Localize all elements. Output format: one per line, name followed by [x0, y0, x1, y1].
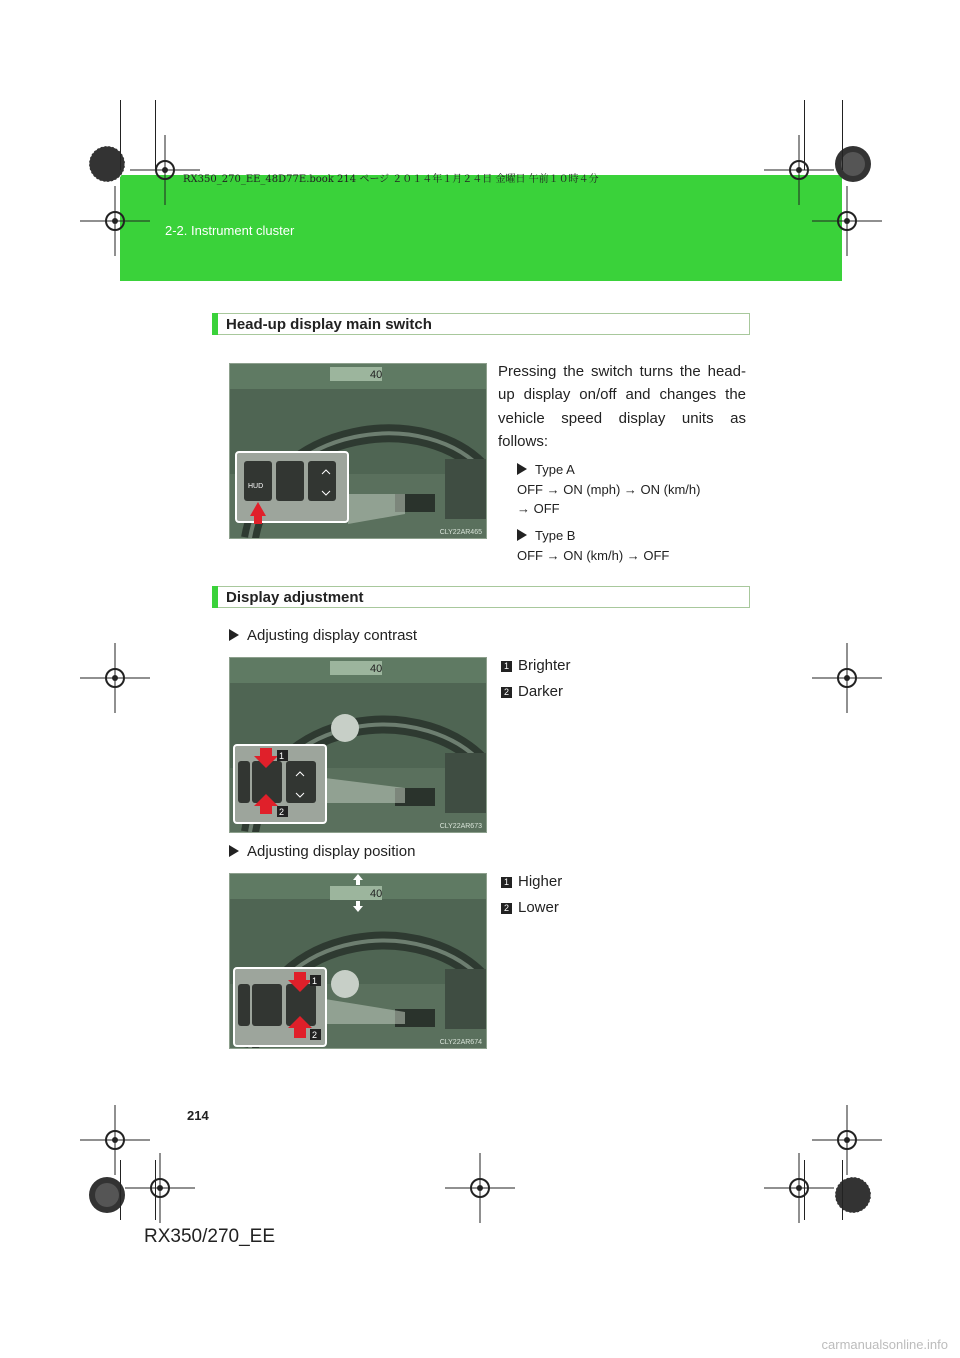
option-darker	[501, 679, 571, 705]
svg-text:1: 1	[312, 976, 318, 986]
crop-line	[155, 100, 156, 170]
option-label: Higher	[518, 873, 563, 890]
number-badge: 1	[501, 661, 512, 672]
section-accent	[212, 586, 218, 608]
option-label: Lower	[518, 899, 559, 917]
figure-hud-switch	[229, 363, 487, 539]
crop-line	[804, 100, 805, 170]
type-b-sequence-1: OFF → ON (km/h) → OFF	[517, 547, 670, 563]
type-b-block	[517, 526, 669, 565]
svg-text:1: 1	[279, 751, 285, 761]
crop-line	[804, 1160, 805, 1220]
position-options	[501, 869, 562, 922]
number-badge: 1	[501, 877, 512, 888]
print-info: RX350_270_EE_48D77E.book 214 ページ ２０１４年１月２４日 金曜日 午前１０時４分	[183, 174, 599, 185]
crop-line	[120, 100, 121, 170]
option-label: Darker	[518, 683, 564, 701]
crosshair-icon	[80, 643, 150, 713]
position-heading	[229, 840, 415, 863]
crosshair-icon	[130, 135, 200, 205]
position-heading-text: Adjusting display position	[247, 843, 416, 860]
crosshair-icon	[764, 1153, 834, 1223]
type-a-sequence-2: → OFF	[517, 501, 560, 516]
section-heading-display-adjustment	[212, 586, 750, 608]
section-heading-hud-switch	[212, 313, 750, 335]
hud-button-label: HUD	[248, 483, 264, 490]
crosshair-icon	[125, 1153, 195, 1223]
contrast-heading	[229, 624, 417, 647]
contrast-options	[501, 653, 571, 706]
contrast-heading-text: Adjusting display contrast	[247, 627, 418, 644]
figure-code: CLY22AR673	[439, 823, 482, 830]
svg-text:2: 2	[312, 1030, 318, 1040]
figure-code: CLY22AR674	[439, 1039, 482, 1046]
crop-line	[842, 100, 843, 170]
triangle-bullet-icon	[229, 845, 239, 857]
crosshair-icon	[445, 1153, 515, 1223]
number-badge: 2	[501, 687, 512, 698]
option-higher	[501, 869, 562, 895]
watermark: carmanualsonline.info	[821, 1337, 948, 1352]
option-label: Brighter	[518, 657, 571, 674]
crosshair-icon	[764, 135, 834, 205]
type-a-sequence-1: OFF → ON (mph) → ON (km/h)	[517, 481, 701, 497]
hud-speed-value: 40	[370, 663, 383, 675]
crop-line	[120, 1160, 121, 1220]
figure-position	[229, 873, 487, 1049]
crop-line	[155, 1160, 156, 1220]
crosshair-icon	[812, 643, 882, 713]
number-badge: 2	[501, 903, 512, 914]
footer-model: RX350/270_EE	[144, 1226, 275, 1247]
hud-description: Pressing the switch turns the head-up display on/off and changes the vehicle speed display units as follows:	[498, 363, 746, 450]
figure-code: CLY22AR465	[439, 529, 482, 536]
figure-contrast	[229, 657, 487, 833]
hud-speed-value: 40	[370, 369, 383, 381]
svg-text:2: 2	[279, 807, 285, 817]
crop-line	[842, 1160, 843, 1220]
type-a-label: Type A	[535, 462, 575, 477]
option-brighter	[501, 653, 571, 679]
type-a-block	[517, 460, 700, 519]
page-number: 214	[187, 1108, 209, 1123]
hud-speed-value: 40	[370, 888, 383, 900]
type-b-label: Type B	[535, 528, 576, 543]
section-title: Head-up display main switch	[226, 316, 432, 333]
triangle-bullet-icon	[229, 629, 239, 641]
section-accent	[212, 313, 218, 335]
triangle-bullet-icon	[517, 463, 527, 475]
chapter-label: 2-2. Instrument cluster	[165, 223, 295, 238]
section-title: Display adjustment	[226, 589, 364, 606]
option-lower	[501, 895, 562, 921]
triangle-bullet-icon	[517, 529, 527, 541]
